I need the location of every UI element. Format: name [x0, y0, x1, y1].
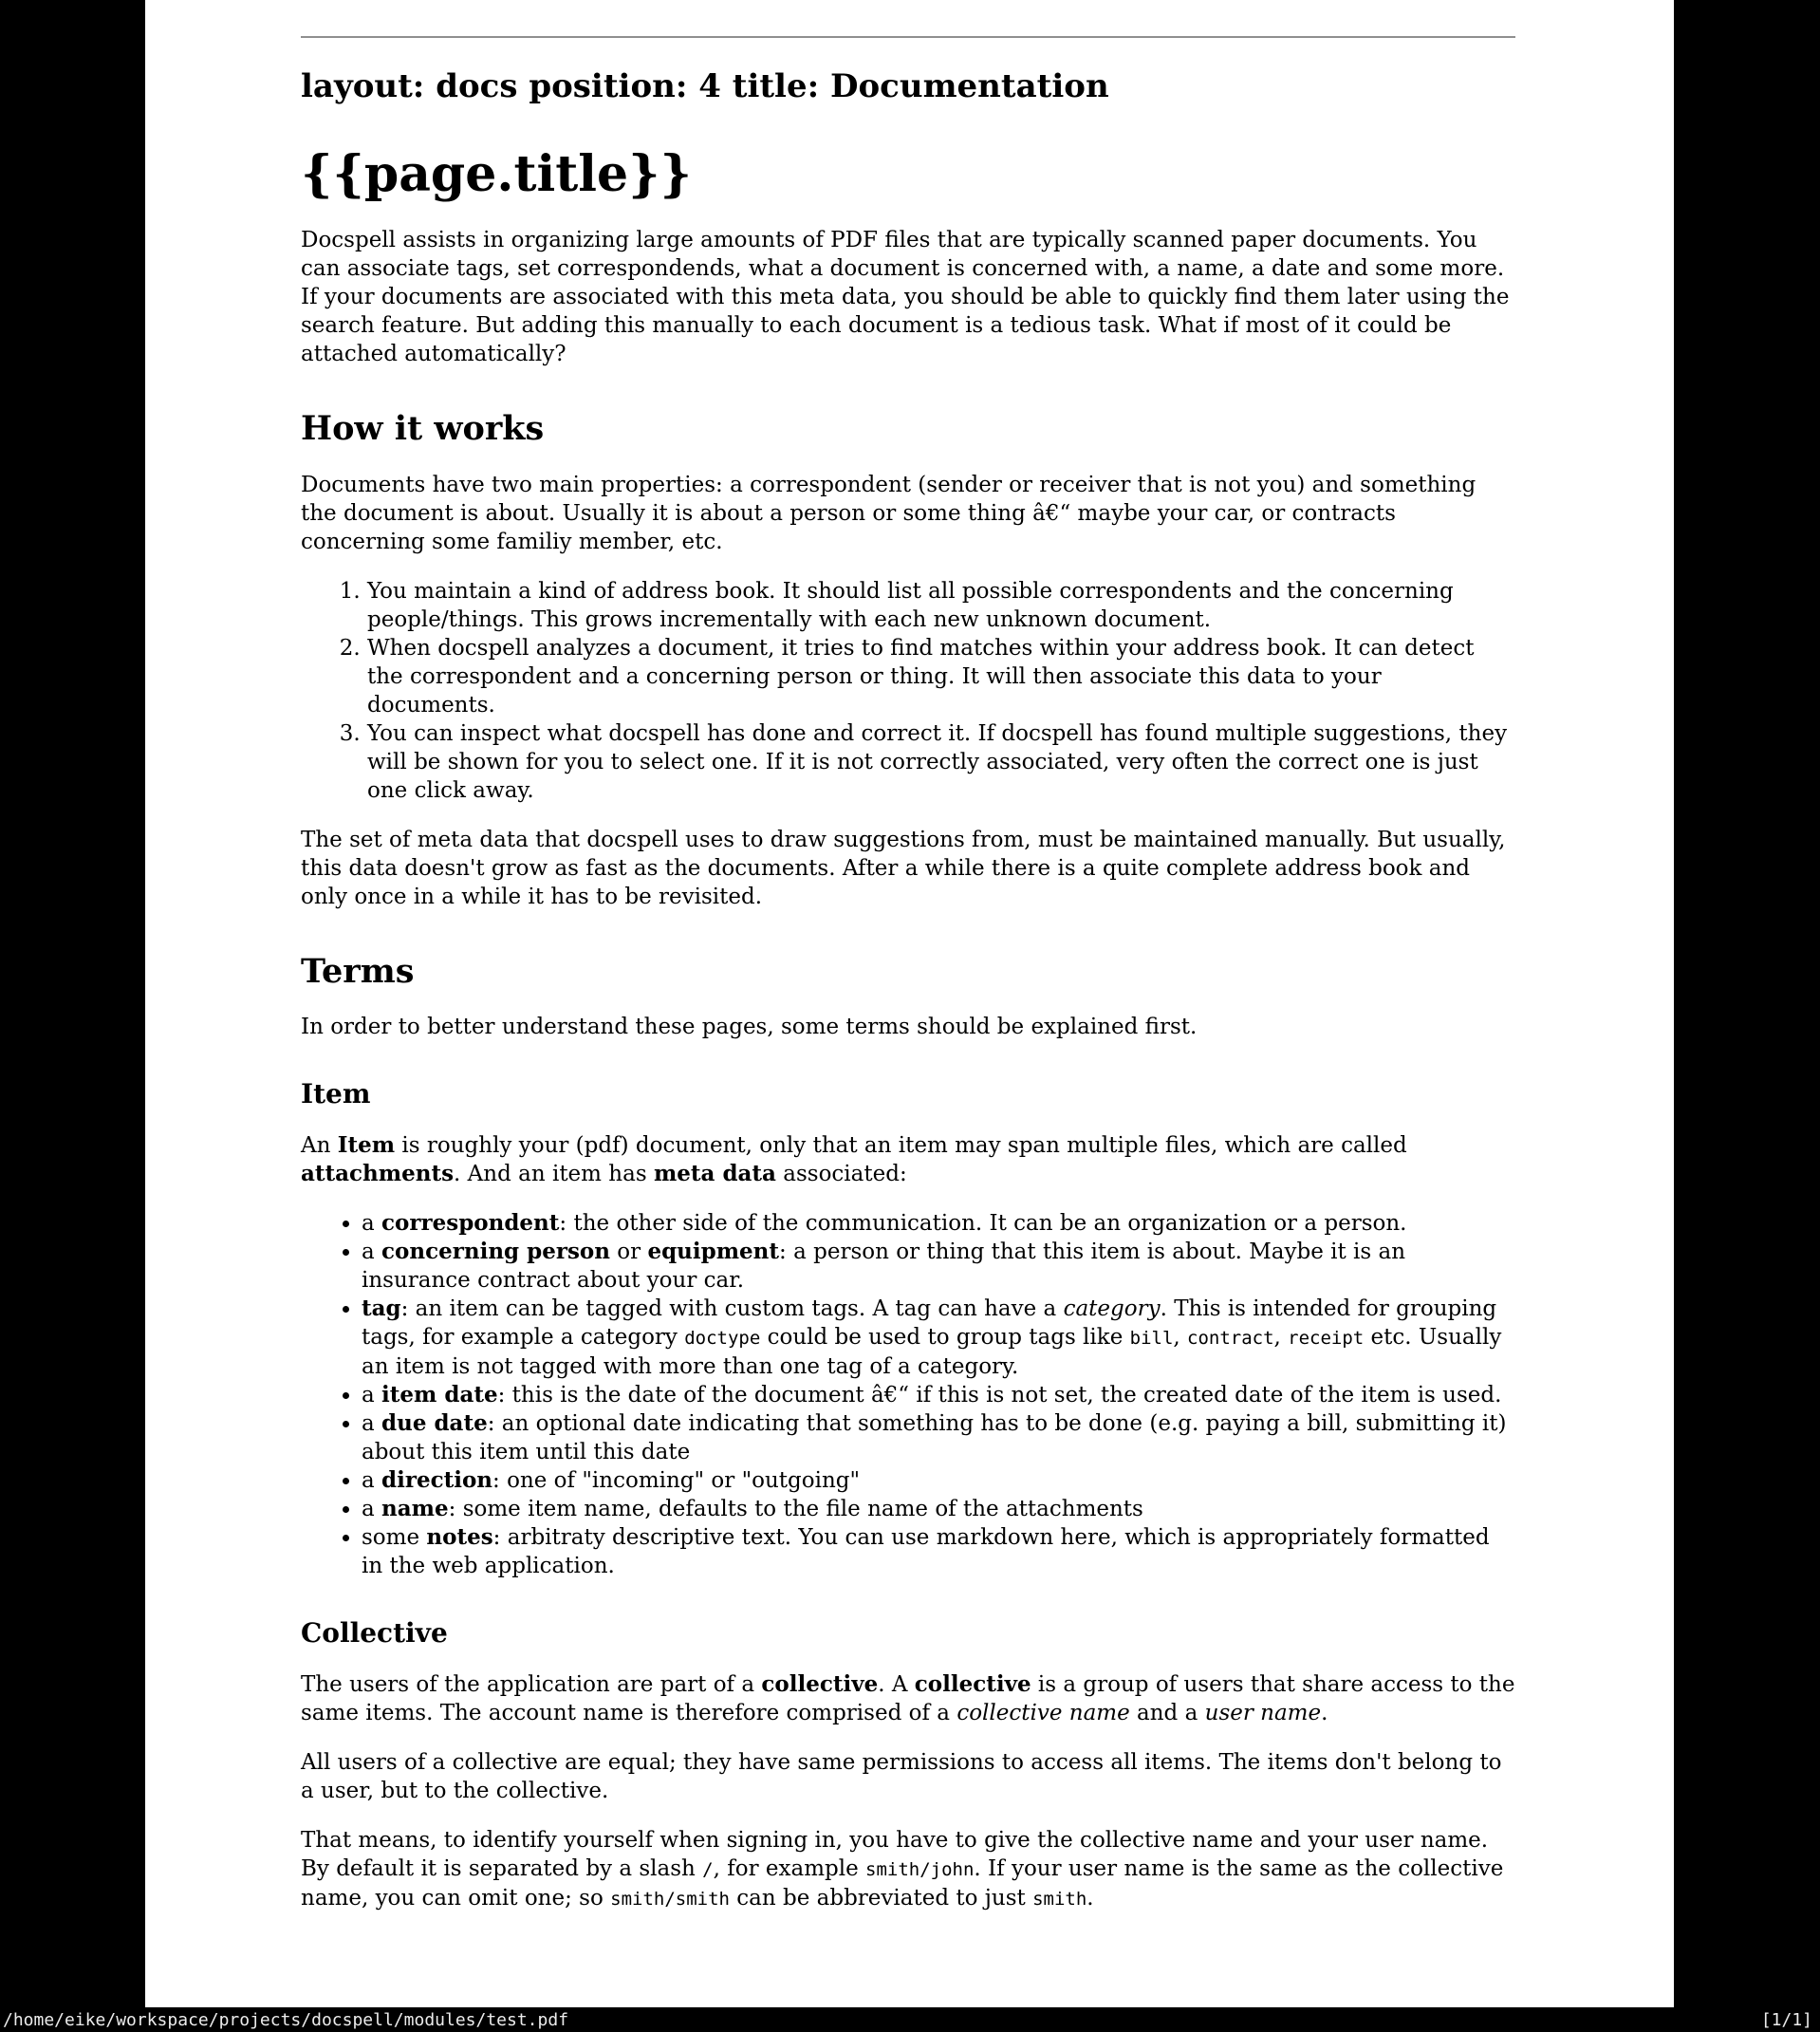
text-segment: some — [362, 1525, 427, 1551]
text-segment: collective name — [956, 1701, 1130, 1726]
text-segment: : an item can be tagged with custom tags. A tag can have a — [400, 1296, 1064, 1322]
text-segment: a — [362, 1468, 382, 1494]
text-segment: smith — [1032, 1889, 1087, 1911]
page-title: {{page.title}} — [301, 144, 692, 203]
heading-terms: Terms — [301, 951, 415, 991]
text-segment: notes — [426, 1524, 493, 1551]
heading-collective: Collective — [301, 1617, 448, 1650]
list-item — [362, 1238, 1515, 1295]
page-indicator: [1/1] — [1760, 2009, 1812, 2030]
text-segment: user name — [1204, 1701, 1322, 1726]
text-segment: associated: — [775, 1162, 907, 1187]
text-segment: direction — [381, 1467, 493, 1494]
text-segment: and a — [1129, 1701, 1205, 1726]
list-item — [362, 1295, 1515, 1381]
list-item — [362, 1523, 1515, 1580]
text-segment: receipt — [1288, 1328, 1365, 1350]
text-segment: contract — [1187, 1328, 1274, 1350]
text-segment: tag — [362, 1296, 401, 1322]
text-segment: . — [1086, 1886, 1094, 1911]
text-segment: correspondent — [381, 1210, 560, 1237]
text-segment: : arbitraty descriptive text. You can use markdown here, which is appropriately formatted in the web application. — [362, 1525, 1490, 1579]
text-segment: . And an item has — [454, 1162, 654, 1187]
text-segment: a — [362, 1383, 382, 1408]
text-segment: due date — [381, 1410, 488, 1437]
text-segment: : this is the date of the document â€“ if this is not set, the created date of the item is used. — [497, 1383, 1502, 1408]
list-item — [362, 1495, 1515, 1523]
text-segment: attachments — [301, 1161, 455, 1187]
list-item — [362, 1409, 1515, 1466]
text-segment: smith/smith — [610, 1889, 730, 1911]
text-segment: An — [301, 1133, 338, 1159]
text-segment: collective — [914, 1671, 1031, 1698]
text-segment: / — [702, 1859, 714, 1881]
text-segment: category — [1063, 1296, 1161, 1322]
text-segment: smith/john — [865, 1859, 975, 1881]
text-segment: doctype — [684, 1328, 761, 1350]
terms-intro: In order to better understand these pages, some terms should be explained first. — [301, 1015, 1198, 1040]
file-path: /home/eike/workspace/projects/docspell/modules/test.pdf — [3, 2009, 569, 2030]
text-segment: : a person or thing that this item is about. Maybe it is an insurance contract about your car. — [362, 1240, 1406, 1294]
heading-item: Item — [301, 1078, 371, 1110]
list-item: 3. You can inspect what docspell has done and correct it. If docspell has found multiple suggestions, they will be shown for you to select one. If it is not correctly associated, very often the correct one is just one click away. — [367, 719, 1515, 805]
list-item: 2. When docspell analyzes a document, it tries to find matches within your address book. It can detect the correspondent and a concerning person or thing. It will then associate this data to your documents. — [367, 634, 1515, 719]
list-item — [362, 1381, 1515, 1409]
text-segment: concerning person — [381, 1239, 610, 1265]
item-properties-list — [301, 1209, 1515, 1580]
text-segment: is a group of users that share access to the same items. The account name is therefore comprised of a — [301, 1672, 1515, 1726]
text-segment: meta data — [653, 1161, 776, 1187]
text-segment: , — [1173, 1325, 1188, 1351]
document-page[interactable] — [145, 0, 1674, 2007]
text-segment: , for example — [713, 1856, 866, 1882]
text-segment: could be used to group tags like — [760, 1325, 1130, 1351]
text-segment: . A — [878, 1672, 915, 1698]
text-segment: a — [362, 1497, 382, 1522]
heading-how-it-works: How it works — [301, 408, 545, 448]
front-matter-heading: layout: docs position: 4 title: Documentation — [301, 67, 1109, 105]
text-segment: : one of "incoming" or "outgoing" — [492, 1468, 861, 1494]
how-it-works-steps — [301, 577, 1515, 805]
item-intro-paragraph — [301, 1131, 1515, 1188]
text-segment: equipment — [647, 1239, 780, 1265]
text-segment: a — [362, 1240, 382, 1265]
text-segment: All users of a collective are equal; they have same permissions to access all items. The items don't belong to a user, but to the collective. — [301, 1750, 1502, 1804]
list-item: 1. You maintain a kind of address book. It should list all possible correspondents and the concerning people/things. This grows incrementally with each new unknown document. — [367, 577, 1515, 634]
text-segment: : some item name, defaults to the file name of the attachments — [448, 1497, 1143, 1522]
how-it-works-intro: Documents have two main properties: a correspondent (sender or receiver that is not you) and something the document is about. Usually it is about a person or some thing â€“ maybe your car, or contracts concerning some familiy member, etc. — [301, 472, 1476, 554]
collective-paragraph-1 — [301, 1670, 1515, 1727]
text-segment: : an optional date indicating that something has to be done (e.g. paying a bill, submitting it) about this item until this date — [362, 1411, 1507, 1465]
text-segment: can be abbreviated to just — [729, 1886, 1033, 1911]
list-item — [362, 1466, 1515, 1495]
text-segment: . — [1321, 1701, 1328, 1726]
collective-paragraph-3 — [301, 1826, 1515, 1913]
text-segment: is roughly your (pdf) document, only that an item may span multiple files, which are called — [395, 1133, 1407, 1159]
intro-paragraph: Docspell assists in organizing large amounts of PDF files that are typically scanned paper documents. You can associate tags, set correspondends, what a document is concerned with, a name, a date and some more. If your documents are associated with this meta data, you should be able to quickly find them later using the search feature. But adding this manually to each document is a tedious task. What if most of it could be attached automatically? — [301, 227, 1510, 366]
text-segment: . This is intended for grouping tags, for example a category — [362, 1296, 1497, 1351]
how-it-works-outro: The set of meta data that docspell uses to draw suggestions from, must be maintained manually. But usually, this data doesn't grow as fast as the documents. After a while there is a quite complete address book and only once in a while it has to be revisited. — [301, 827, 1506, 909]
text-segment: : the other side of the communication. It can be an organization or a person. — [559, 1211, 1407, 1237]
text-segment: name — [381, 1496, 449, 1522]
document-content — [145, 0, 1674, 1913]
text-segment: , — [1273, 1325, 1289, 1351]
text-segment: . If your user name is the same as the collective name, you can omit one; so — [301, 1856, 1504, 1911]
text-segment: etc. Usually an item is not tagged with more than one tag of a category. — [362, 1325, 1502, 1380]
text-segment: Item — [337, 1132, 396, 1159]
text-segment: a — [362, 1411, 382, 1437]
text-segment: That means, to identify yourself when signing in, you have to give the collective name and your user name. By default it is separated by a slash — [301, 1828, 1489, 1882]
text-segment: item date — [381, 1382, 498, 1408]
text-segment: or — [609, 1240, 648, 1265]
text-segment: The users of the application are part of a — [301, 1672, 762, 1698]
text-segment: collective — [761, 1671, 879, 1698]
collective-paragraph-2 — [301, 1748, 1515, 1805]
status-bar — [0, 2007, 1820, 2032]
front-matter-divider — [301, 36, 1515, 38]
text-segment: a — [362, 1211, 382, 1237]
text-segment: bill — [1129, 1328, 1174, 1350]
list-item — [362, 1209, 1515, 1238]
